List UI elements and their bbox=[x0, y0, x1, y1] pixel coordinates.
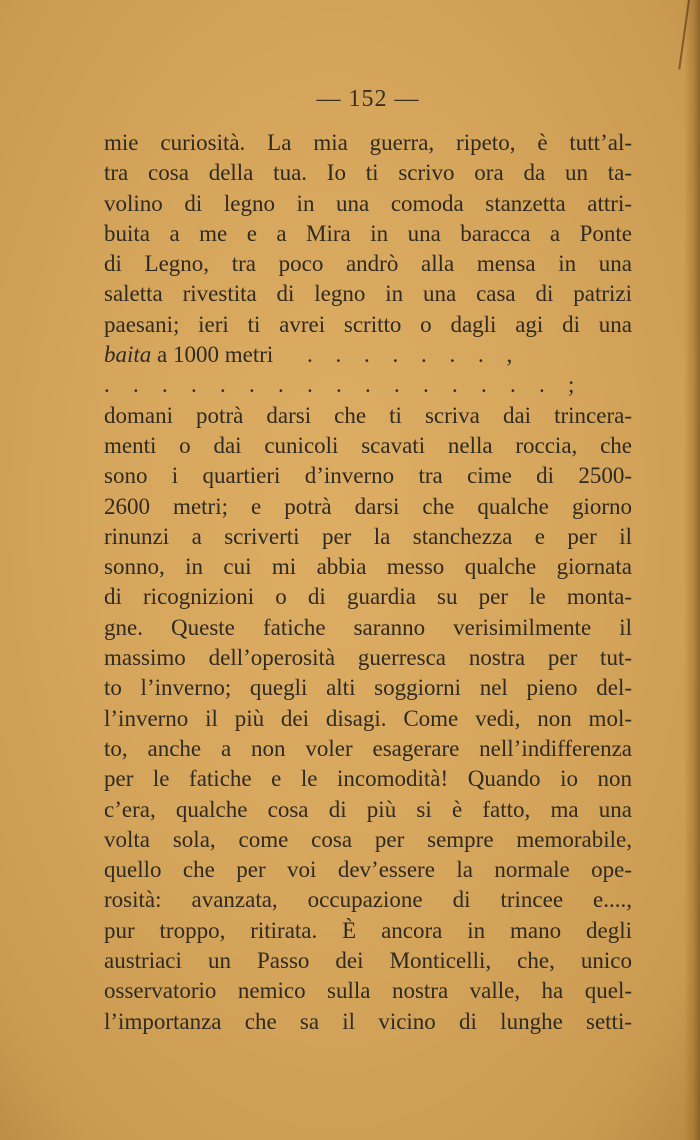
text-line: per le fatiche e le incomodità! Quando io non bbox=[104, 766, 632, 792]
text-line: saletta rivestita di legno in una casa di patrizi bbox=[104, 281, 632, 307]
line-text: a 1000 metri bbox=[151, 342, 274, 368]
text-line: l’importanza che sa il vicino di lunghe setti- bbox=[104, 1008, 632, 1034]
text-line: domani potrà darsi che ti scriva dai trincera- bbox=[104, 402, 632, 428]
text-line-ellipsis bbox=[104, 340, 632, 370]
text-line: tra cosa della tua. Io ti scrivo ora da un ta- bbox=[104, 160, 632, 186]
text-line: di ricognizioni o di guardia su per le monta- bbox=[104, 584, 632, 610]
text-line: to l’inverno; quegli alti soggiorni nel pieno del- bbox=[104, 675, 632, 701]
text-line: to, anche a non voler esagerare nell’indifferenza bbox=[104, 735, 632, 761]
text-line: di Legno, tra poco andrò alla mensa in una bbox=[104, 251, 632, 277]
text-line: paesani; ieri ti avrei scritto o dagli agi di una bbox=[104, 311, 632, 337]
text-line: sonno, in cui mi abbia messo qualche giornata bbox=[104, 554, 632, 580]
text-line: massimo dell’operosità guerresca nostra per tut- bbox=[104, 645, 632, 671]
text-line: 2600 metri; e potrà darsi che qualche giorno bbox=[104, 493, 632, 519]
text-line: osservatorio nemico sulla nostra valle, ha quel- bbox=[104, 978, 632, 1004]
page-number: — 152 — bbox=[316, 86, 420, 112]
text-line: l’inverno il più dei disagi. Come vedi, non mol- bbox=[104, 705, 632, 731]
text-line: gne. Queste fatiche saranno verisimilmente il bbox=[104, 614, 632, 640]
text-line: pur troppo, ritirata. È ancora in mano degli bbox=[104, 917, 632, 943]
text-line: austriaci un Passo dei Monticelli, che, unico bbox=[104, 948, 632, 974]
ellipsis-dots: . . . . . . . , bbox=[307, 342, 513, 368]
text-line: quello che per voi dev’essere la normale ope- bbox=[104, 857, 632, 883]
text-line: volta sola, come cosa per sempre memorabile, bbox=[104, 826, 632, 852]
text-line: rosità: avanzata, occupazione di trincee e...., bbox=[104, 887, 632, 913]
ellipsis-dots-line: . . . . . . . . . . . . . . . . ; bbox=[104, 372, 575, 398]
page-edge-shadow bbox=[684, 0, 700, 1140]
text-line: volino di legno in una comoda stanzetta attri- bbox=[104, 190, 632, 216]
text-line: c’era, qualche cosa di più si è fatto, ma una bbox=[104, 796, 632, 822]
text-line: rinunzi a scriverti per la stanchezza e per il bbox=[104, 523, 632, 549]
text-line: menti o dai cunicoli scavati nella roccia, che bbox=[104, 432, 632, 458]
body-text bbox=[104, 128, 632, 1037]
italic-word: baita bbox=[104, 342, 152, 368]
text-line: sono i quartieri d’inverno tra cime di 2500- bbox=[104, 463, 632, 489]
text-line: buita a me e a Mira in una baracca a Ponte bbox=[104, 220, 632, 246]
text-line: mie curiosità. La mia guerra, ripeto, è tutt’al- bbox=[104, 130, 632, 155]
